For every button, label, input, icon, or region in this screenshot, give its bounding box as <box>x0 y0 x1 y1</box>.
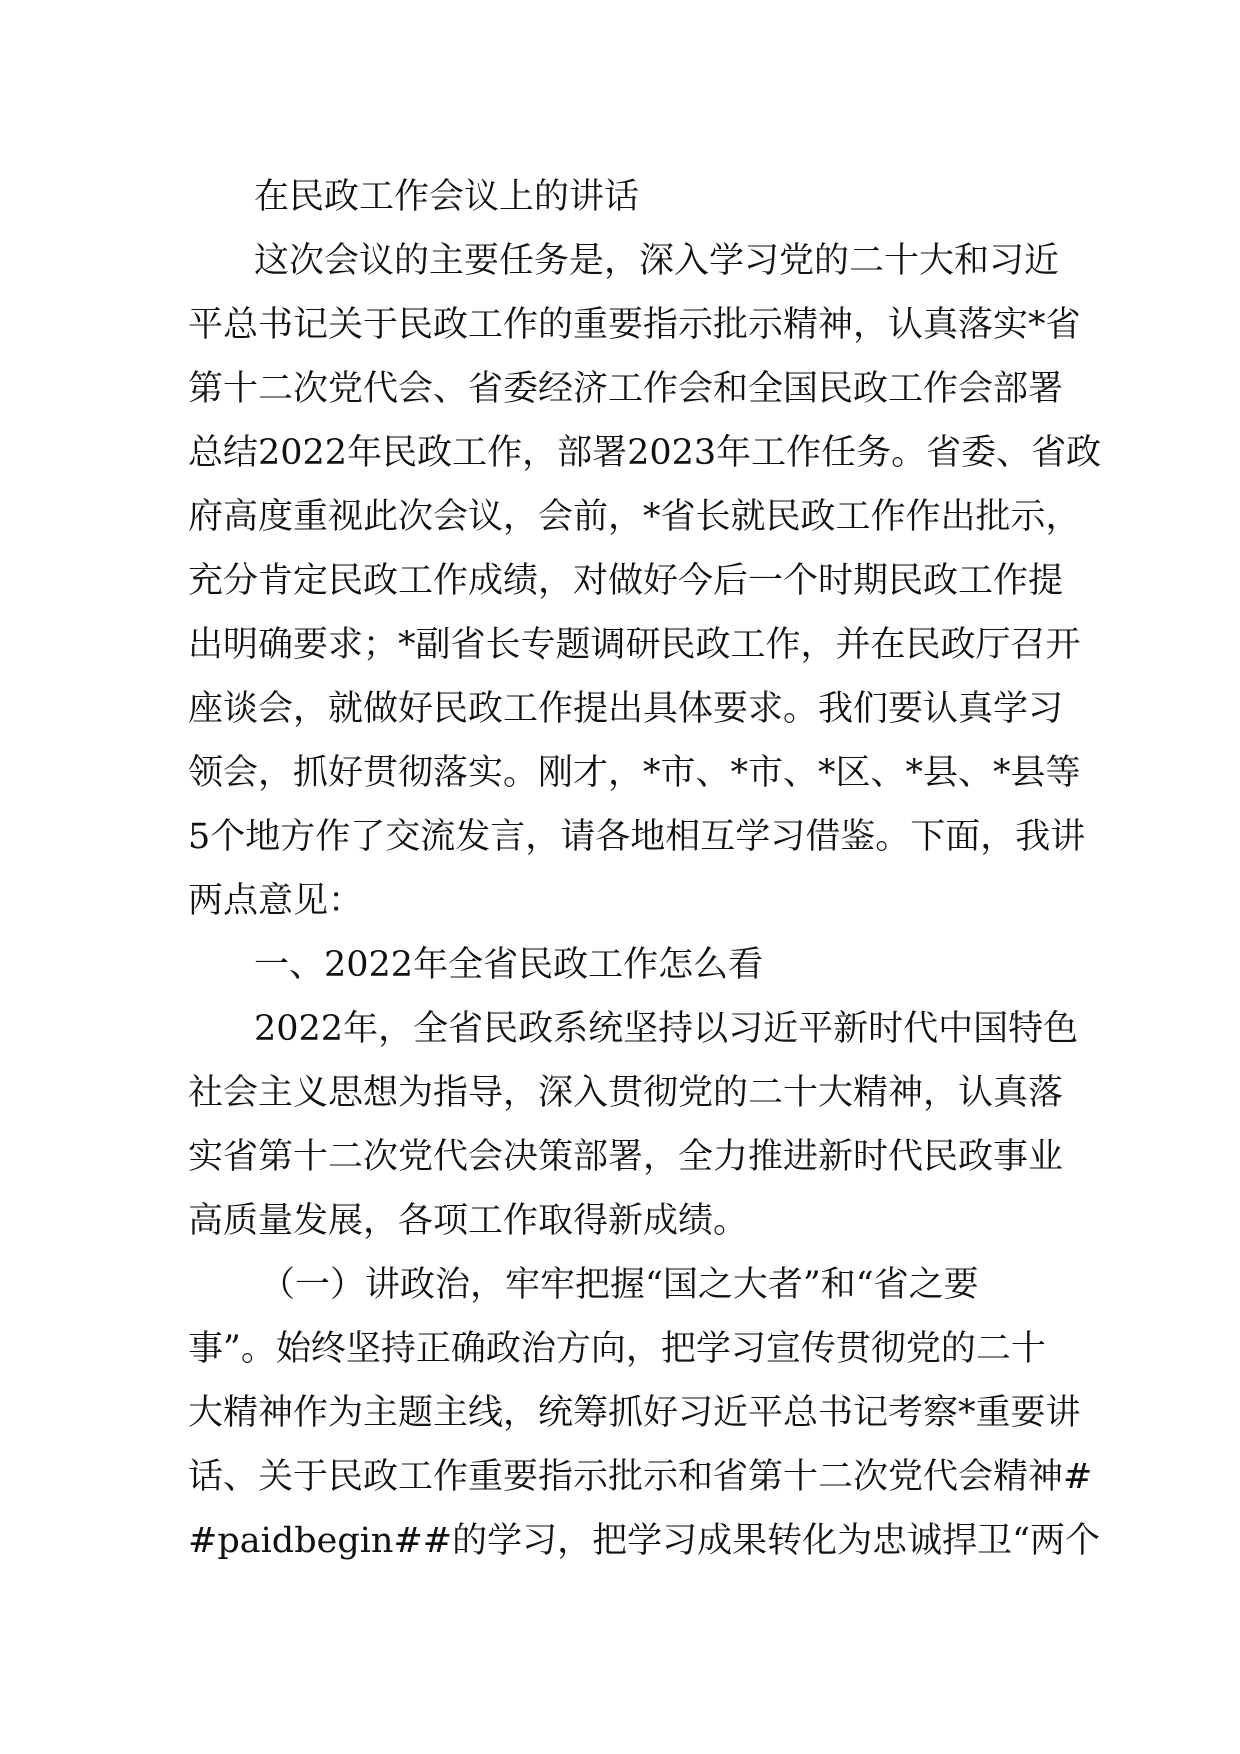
paragraph-line: 社会主义思想为指导，深入贯彻党的二十大精神，认真落 <box>188 1073 1064 1113</box>
paragraph-line: 这次会议的主要任务是，深入学习党的二十大和习近 <box>254 241 1060 281</box>
paragraph-line: 府高度重视此次会议，会前，*省长就民政工作作出批示， <box>188 497 1081 537</box>
paragraph-line: 事”。始终坚持正确政治方向，把学习宣传贯彻党的二十 <box>188 1329 1046 1369</box>
document-body <box>188 165 1102 1573</box>
section-heading: 一、2022年全省民政工作怎么看 <box>254 945 764 985</box>
paragraph-line: 座谈会，就做好民政工作提出具体要求。我们要认真学习 <box>188 689 1064 729</box>
subsection-heading: （一）讲政治，牢牢把握“国之大者”和“省之要 <box>260 1265 979 1305</box>
paragraph-line: 大精神作为主题主线，统筹抓好习近平总书记考察*重要讲 <box>188 1393 1081 1433</box>
paragraph-line: 平总书记关于民政工作的重要指示批示精神，认真落实*省 <box>188 305 1081 345</box>
paragraph-line: 总结2022年民政工作，部署2023年工作任务。省委、省政 <box>188 433 1102 473</box>
paragraph-line: 出明确要求；*副省长专题调研民政工作，并在民政厅召开 <box>188 625 1081 665</box>
paragraph-line: 充分肯定民政工作成绩，对做好今后一个时期民政工作提 <box>188 561 1064 601</box>
paragraph-line: 第十二次党代会、省委经济工作会和全国民政工作会部署 <box>188 369 1064 409</box>
paragraph-line: 2022年，全省民政系统坚持以习近平新时代中国特色 <box>254 1009 1079 1049</box>
paragraph-line: 5个地方作了交流发言，请各地相互学习借鉴。下面，我讲 <box>188 817 1086 857</box>
paragraph-line: #paidbegin##的学习，把学习成果转化为忠诚捍卫“两个 <box>188 1521 1101 1561</box>
paragraph-line: 高质量发展，各项工作取得新成绩。 <box>188 1201 749 1241</box>
paragraph-line: 领会，抓好贯彻落实。刚才，*市、*市、*区、*县、*县等 <box>188 753 1081 793</box>
document-title: 在民政工作会议上的讲话 <box>254 177 640 217</box>
paragraph-line: 实省第十二次党代会决策部署，全力推进新时代民政事业 <box>188 1137 1064 1177</box>
paragraph-line: 话、关于民政工作重要指示批示和省第十二次党代会精神# <box>188 1457 1093 1497</box>
paragraph-line: 两点意见： <box>188 881 364 921</box>
